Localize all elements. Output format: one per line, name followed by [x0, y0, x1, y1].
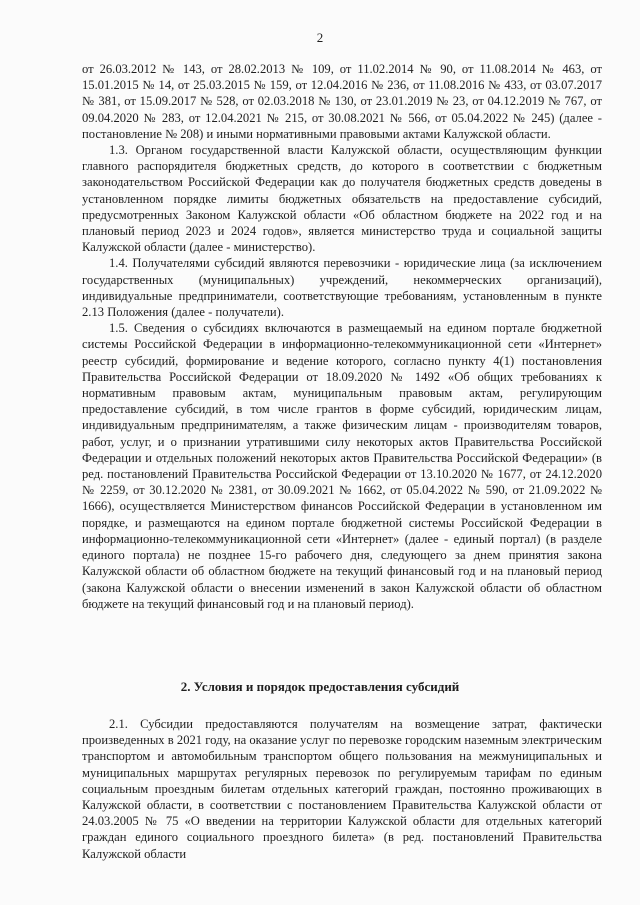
body-text-top: [82, 61, 602, 612]
paragraph-1-3: 1.3. Органом государственной власти Калужской области, осуществляющим функции главного распорядителя бюджетных средств, до которого в соответствии с бюджетным законодательством Российской Федерации как до получателя бюджетных средств доведены в установленном порядке лимиты бюджетных обязательств на предоставление субсидий, предусмотренных Законом Калужской области «Об областном бюджете на 2022 год и на плановый период 2023 и 2024 годов», является министерство труда и социальной защиты Калужской области (далее - министерство).: [82, 143, 602, 255]
paragraph-1-5: 1.5. Сведения о субсидиях включаются в размещаемый на едином портале бюджетной системы Российской Федерации в информационно-телекоммуникационной сети «Интернет» реестр субсидий, формирование и ведение которого, согласно пункту 4(1) постановления Правительства Российской Федерации от 18.09.2020 № 1492 «Об общих требованиях к нормативным правовым актам, муниципальным правовым актам, регулирующим предоставление субсидий, в том числе грантов в форме субсидий, юридическим лицам, индивидуальным предпринимателям, а также физическим лицам - производителям товаров, работ, услуг, и о признании утратившими силу некоторых актов Правительства Российской Федерации и отдельных положений некоторых актов Правительства Российской Федерации» (в ред. постановлений Правительства Российской Федерации от 13.10.2020 № 1677, от 24.12.2020 № 2259, от 30.12.2020 № 2381, от 30.09.2021 № 1662, от 05.04.2022 № 590, от 21.09.2022 № 1666), осуществляется Министерством финансов Российской Федерации в установленном им порядке, и размещаются на едином портале бюджетной системы Российской Федерации в информационно-телекоммуникационной сети «Интернет» (далее - единый портал) (в разделе единого портала) не позднее 15-го рабочего дня, следующего за днем принятия закона Калужской области об областном бюджете на текущий финансовый год и на плановый период (закона Калужской области о внесении изменений в закон Калужской области об областном бюджете на текущий финансовый год и на плановый период).: [82, 321, 602, 611]
paragraph-1-4: 1.4. Получателями субсидий являются перевозчики - юридические лица (за исключением государственных (муниципальных) учреждений, некоммерческих организаций), индивидуальные предприниматели, соответствующие требованиям, установленным в пункте 2.13 Положения (далее - получатели).: [82, 256, 602, 320]
paragraph-2-1: 2.1. Субсидии предоставляются получателям на возмещение затрат, фактически произведенных в 2021 году, на оказание услуг по перевозке городским наземным электрическим транспортом и автомобильным транспортом общего пользования на межмуниципальных и муниципальных маршрутах регулярных перевозок по регулируемым тарифам по единым социальным проездным билетам отдельных категорий граждан, постоянно проживающих в Калужской области, в соответствии с постановлением Правительства Калужской области от 24.03.2005 № 75 «О введении на территории Калужской области для отдельных категорий граждан единого социального проездного билета» (в ред. постановлений Правительства Калужской области: [82, 717, 602, 861]
section-heading: 2. Условия и порядок предоставления субсидий: [180, 679, 460, 694]
paragraph-continuation: от 26.03.2012 № 143, от 28.02.2013 № 109, от 11.02.2014 № 90, от 11.08.2014 № 463, от 15.01.2015 № 14, от 25.03.2015 № 159, от 12.04.2016 № 236, от 11.08.2016 № 433, от 03.07.2017 № 381, от 15.09.2017 № 528, от 02.03.2018 № 130, от 23.01.2019 № 23, от 04.12.2019 № 767, от 09.04.2020 № 283, от 12.04.2021 № 215, от 30.08.2021 № 566, от 05.04.2022 № 245) (далее - постановление № 208) и иными нормативными правовыми актами Калужской области.: [82, 62, 602, 141]
body-text-bottom: [82, 716, 602, 862]
page-number: 2: [316, 30, 324, 45]
